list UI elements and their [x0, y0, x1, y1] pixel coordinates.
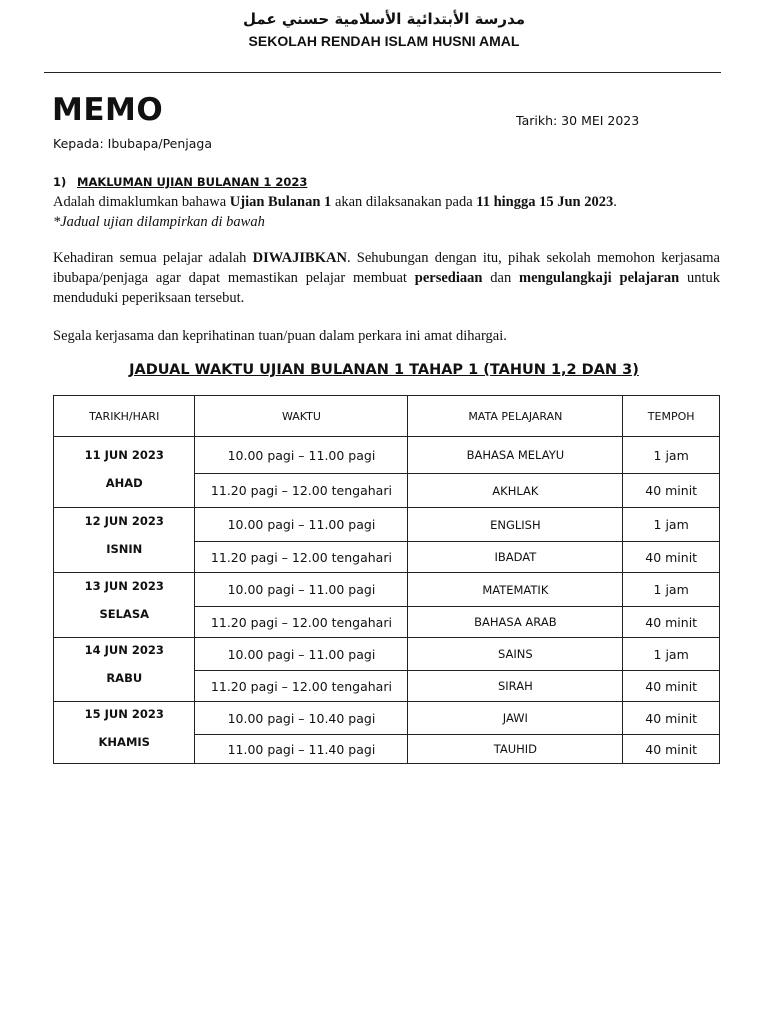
column-header-subject: MATA PELAJARAN	[408, 396, 623, 437]
subject-cell: BAHASA MELAYU	[408, 437, 623, 474]
announcement-exam-dates: 11 hingga 15 Jun 2023	[476, 194, 614, 210]
time-cell: 10.00 pagi – 11.00 pagi	[195, 638, 408, 671]
table-row	[54, 508, 720, 542]
attendance-text: untuk menduduki peperiksaan tersebut.	[53, 270, 720, 306]
exam-day: SELASA	[99, 607, 150, 621]
exam-date: 14 JUN 2023	[84, 643, 164, 657]
exam-date: 11 JUN 2023	[84, 448, 164, 462]
duration-cell: 40 minit	[623, 542, 720, 573]
column-header-time: WAKTU	[195, 396, 408, 437]
table-row	[54, 702, 720, 735]
table-row	[54, 573, 720, 607]
duration-cell: 1 jam	[623, 508, 720, 542]
subject-cell: MATEMATIK	[408, 573, 623, 607]
subject-cell: TAUHID	[408, 735, 623, 764]
exam-day: KHAMIS	[98, 735, 150, 749]
memo-title: MEMO	[52, 92, 164, 128]
date-day-cell	[54, 508, 195, 573]
duration-cell: 40 minit	[623, 671, 720, 702]
announcement-text: Adalah dimaklumkan bahawa	[53, 194, 230, 210]
table-row	[54, 437, 720, 474]
duration-cell: 40 minit	[623, 607, 720, 638]
section-title: MAKLUMAN UJIAN BULANAN 1 2023	[77, 175, 308, 189]
time-cell: 10.00 pagi – 11.00 pagi	[195, 437, 408, 474]
exam-date: 15 JUN 2023	[84, 707, 164, 721]
schedule-note: *Jadual ujian dilampirkan di bawah	[53, 214, 265, 230]
memo-date: Tarikh: 30 MEI 2023	[516, 113, 640, 128]
subject-cell: AKHLAK	[408, 474, 623, 508]
announcement-exam-name: Ujian Bulanan 1	[229, 194, 332, 210]
exam-day: AHAD	[105, 476, 143, 490]
school-name-arabic: مدرسة الأبتدائية الأسلامية حسني عمل	[242, 10, 526, 28]
exam-day: ISNIN	[106, 542, 143, 556]
attendance-text: dan	[482, 270, 520, 286]
duration-cell: 1 jam	[623, 638, 720, 671]
subject-cell: SIRAH	[408, 671, 623, 702]
duration-cell: 40 minit	[623, 474, 720, 508]
header-divider	[44, 72, 721, 73]
subject-cell: JAWI	[408, 702, 623, 735]
attendance-revision: mengulangkaji pelajaran	[519, 270, 680, 286]
exam-schedule-table	[53, 395, 720, 764]
announcement-paragraph	[53, 192, 720, 232]
date-day-cell	[54, 573, 195, 638]
time-cell: 11.20 pagi – 12.00 tengahari	[195, 542, 408, 573]
time-cell: 11.00 pagi – 11.40 pagi	[195, 735, 408, 764]
exam-date: 13 JUN 2023	[84, 579, 164, 593]
column-header-date: TARIKH/HARI	[54, 396, 195, 437]
table-header-row	[54, 396, 720, 437]
school-name: SEKOLAH RENDAH ISLAM HUSNI AMAL	[248, 33, 520, 49]
subject-cell: SAINS	[408, 638, 623, 671]
duration-cell: 1 jam	[623, 437, 720, 474]
schedule-title: JADUAL WAKTU UJIAN BULANAN 1 TAHAP 1 (TAHUN 1,2 DAN 3)	[129, 362, 639, 378]
subject-cell: BAHASA ARAB	[408, 607, 623, 638]
table-row	[54, 638, 720, 671]
time-cell: 11.20 pagi – 12.00 tengahari	[195, 671, 408, 702]
announcement-text: akan dilaksanakan pada	[331, 194, 477, 210]
date-day-cell	[54, 437, 195, 508]
attendance-paragraph	[53, 248, 720, 308]
time-cell: 11.20 pagi – 12.00 tengahari	[195, 607, 408, 638]
date-day-cell	[54, 702, 195, 764]
attendance-text: Kehadiran semua pelajar adalah	[53, 250, 253, 266]
time-cell: 10.00 pagi – 10.40 pagi	[195, 702, 408, 735]
duration-cell: 40 minit	[623, 735, 720, 764]
duration-cell: 40 minit	[623, 702, 720, 735]
closing-paragraph: Segala kerjasama dan keprihatinan tuan/puan dalam perkara ini amat dihargai.	[53, 328, 507, 344]
exam-date: 12 JUN 2023	[84, 514, 164, 528]
time-cell: 10.00 pagi – 11.00 pagi	[195, 508, 408, 542]
attendance-mandatory: DIWAJIBKAN	[252, 250, 347, 266]
section-heading	[53, 175, 307, 189]
subject-cell: IBADAT	[408, 542, 623, 573]
time-cell: 10.00 pagi – 11.00 pagi	[195, 573, 408, 607]
column-header-duration: TEMPOH	[623, 396, 720, 437]
announcement-text: .	[613, 194, 617, 210]
subject-cell: ENGLISH	[408, 508, 623, 542]
memo-recipient: Kepada: Ibubapa/Penjaga	[53, 136, 213, 151]
attendance-text: . Sehubungan dengan itu, pihak sekolah memohon kerjasama ibubapa/penjaga agar dapat memastikan pelajar membuat	[53, 250, 720, 286]
attendance-preparation: persediaan	[414, 270, 483, 286]
duration-cell: 1 jam	[623, 573, 720, 607]
time-cell: 11.20 pagi – 12.00 tengahari	[195, 474, 408, 508]
date-day-cell	[54, 638, 195, 702]
exam-day: RABU	[106, 671, 143, 685]
section-number: 1)	[53, 175, 67, 189]
